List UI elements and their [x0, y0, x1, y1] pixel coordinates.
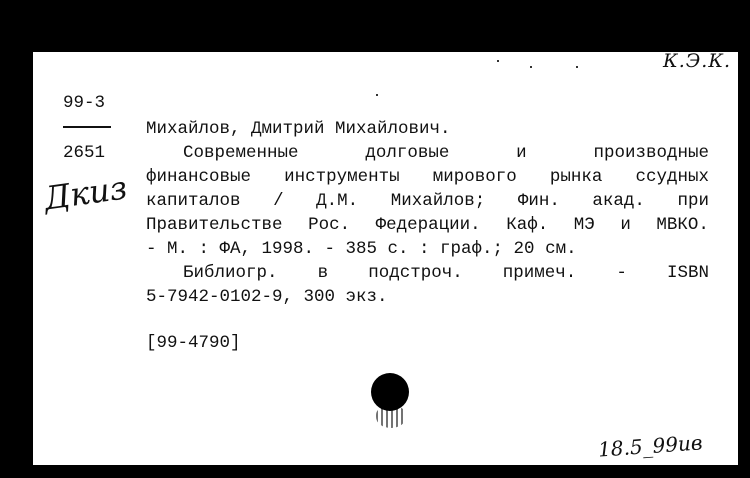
notes-line-2: 5-7942-0102-9, 300 экз. — [146, 287, 388, 307]
body-word: производные — [593, 143, 709, 163]
body-word: и — [516, 143, 527, 163]
notes-word: Библиогр. — [183, 263, 278, 283]
body-word: Каф. — [506, 215, 549, 235]
notes-word: подстроч. — [368, 263, 463, 283]
body-word: Правительстве — [146, 215, 283, 235]
record-id: [99-4790] — [146, 333, 241, 353]
speck — [530, 66, 532, 68]
body-line-2 — [146, 165, 709, 189]
body-word: Современные — [183, 143, 299, 163]
body-word: Федерации. — [375, 215, 481, 235]
body-word: долговые — [365, 143, 450, 163]
body-word: финансовые — [146, 167, 252, 187]
body-word: Рос. — [308, 215, 351, 235]
body-word: МВКО. — [656, 215, 709, 235]
body-line-4 — [146, 213, 709, 237]
notes-word: в — [317, 263, 329, 283]
body-word: / — [273, 191, 284, 211]
punch-hole-shadow — [376, 406, 406, 428]
body-word: МЭ — [573, 215, 595, 235]
speck — [497, 60, 499, 62]
card-number: 2651 — [63, 143, 106, 163]
handwritten-bottom-right: 18.5_99ив — [597, 430, 704, 462]
body-line-3 — [146, 189, 709, 213]
notes-word: примеч. — [502, 263, 577, 283]
speck — [576, 66, 578, 68]
body-word: Михайлов; — [390, 191, 486, 211]
body-word: и — [620, 215, 631, 235]
speck — [376, 94, 378, 96]
body-word: акад. — [592, 191, 645, 211]
body-word: ссудных — [635, 167, 709, 187]
body-word: инструменты — [284, 167, 400, 187]
body-word: при — [677, 191, 709, 211]
body-word: мирового — [432, 167, 517, 187]
call-number-divider — [63, 126, 111, 128]
body-line-1 — [146, 141, 709, 165]
body-word: рынка — [549, 167, 603, 187]
notes-line-1 — [146, 261, 709, 285]
body-word: капиталов — [146, 191, 241, 211]
notes-word: - — [616, 263, 627, 283]
handwritten-top-right: К.Э.К. — [663, 50, 732, 72]
body-word: Фин. — [517, 191, 560, 211]
author-heading: Михайлов, Дмитрий Михайлович. — [146, 119, 451, 139]
body-line-5: - М. : ФА, 1998. - 385 с. : граф.; 20 см. — [146, 239, 577, 259]
notes-word: ISBN — [666, 263, 709, 283]
body-word: Д.М. — [316, 191, 359, 211]
handwritten-left-mark: Дкиз — [41, 168, 130, 218]
call-number: 99-3 — [63, 93, 106, 113]
